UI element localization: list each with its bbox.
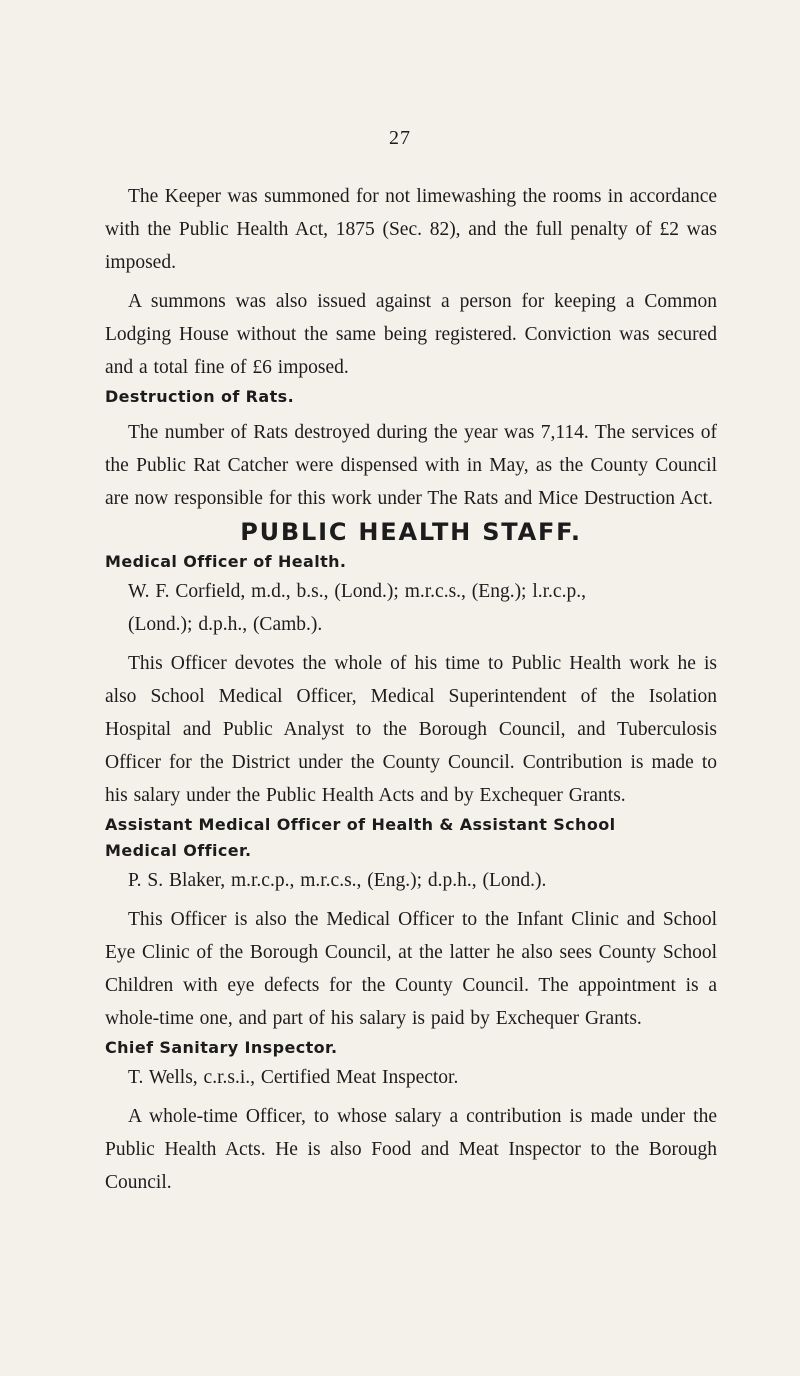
inspector-paragraph: A whole-time Officer, to whose salary a contribution is made under the Public Health Acts. He is also Food and Meat Inspector to the Borough Council. (105, 1106, 717, 1193)
assistant-name-line: P. S. Blaker, m.r.c.p., m.r.c.s., (Eng.); d.p.h., (Lond.). (128, 870, 547, 891)
assistant-paragraph: This Officer is also the Medical Officer to the Infant Clinic and School Eye Clinic of the Borough Council, at the latter he also sees County School Children with eye defects for the County Council. The appointment is a whole-time one, and part of his salary is paid by Exchequer Grants. (105, 909, 717, 1029)
moh-heading: Medical Officer of Health. (105, 552, 347, 571)
keeper-paragraph: The Keeper was summoned for not limewashing the rooms in accordance with the Public Health Act, 1875 (Sec. 82), and the full penalty of £2 was imposed. (105, 186, 717, 273)
inspector-name-line: T. Wells, c.r.s.i., Certified Meat Inspector. (128, 1067, 459, 1088)
assistant-heading-line-1: Assistant Medical Officer of Health & Assistant School (105, 815, 616, 834)
inspector-heading: Chief Sanitary Inspector. (105, 1038, 338, 1057)
staff-heading: PUBLIC HEALTH STAFF. (240, 518, 582, 546)
page-number: 27 (389, 127, 411, 149)
lodging-house-paragraph: A summons was also issued against a person for keeping a Common Lodging House without the same being registered. Conviction was secured and a total fine of £6 imposed. (105, 291, 717, 378)
assistant-heading-line-2: Medical Officer. (105, 841, 252, 860)
page-content (105, 180, 717, 1199)
rats-paragraph: The number of Rats destroyed during the year was 7,114. The services of the Public Rat Catcher were dispensed with in May, as the County Council are now responsible for this work under The Rats and Mice Destruction Act. (105, 422, 717, 509)
moh-paragraph: This Officer devotes the whole of his time to Public Health work he is also School Medical Officer, Medical Superintendent of the Isolation Hospital and Public Analyst to the Borough Council, and Tuberculosis Officer for the District under the County Council. Contribution is made to his salary under the Public Health Acts and by Exchequer Grants. (105, 653, 717, 806)
moh-name-line-continued: (Lond.); d.p.h., (Camb.). (128, 614, 323, 635)
moh-name-line: W. F. Corfield, m.d., b.s., (Lond.); m.r.c.s., (Eng.); l.r.c.p., (128, 581, 586, 602)
rats-heading: Destruction of Rats. (105, 387, 295, 406)
assistant-heading (105, 812, 717, 864)
